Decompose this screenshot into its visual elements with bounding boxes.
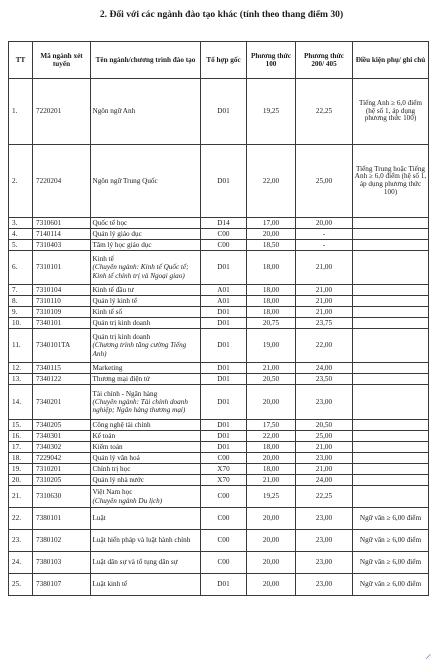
program-code: 7310205 xyxy=(33,475,91,486)
table-row xyxy=(9,385,429,420)
score-method-200: 24,00 xyxy=(296,363,353,374)
program-name xyxy=(91,464,201,475)
extra-condition xyxy=(353,329,429,363)
program-code: 7340201 xyxy=(33,385,91,420)
score-method-200: 23,00 xyxy=(296,574,353,596)
program-code: 7310601 xyxy=(33,218,91,229)
program-name xyxy=(91,374,201,385)
table-row xyxy=(9,329,429,363)
program-name-main: Kinh tế số xyxy=(92,307,123,316)
program-code: 7340205 xyxy=(33,420,91,431)
extra-condition: Ngữ văn ≥ 6,00 điểm xyxy=(353,552,429,574)
header-method-200: Phương thức 200/ 405 xyxy=(296,42,353,79)
program-name xyxy=(91,475,201,486)
score-method-100: 20,00 xyxy=(247,453,296,464)
table-row xyxy=(9,363,429,374)
table-row xyxy=(9,574,429,596)
extra-condition: Ngữ văn ≥ 6,00 điểm xyxy=(353,530,429,552)
subject-combination: D01 xyxy=(201,574,247,596)
program-name-main: Tâm lý học giáo dục xyxy=(92,240,152,249)
row-number: 7. xyxy=(9,285,33,296)
program-code: 7380101 xyxy=(33,508,91,530)
program-code: 7340122 xyxy=(33,374,91,385)
program-name xyxy=(91,530,201,552)
program-name xyxy=(91,363,201,374)
score-method-100: 20,00 xyxy=(247,552,296,574)
score-method-100: 22,00 xyxy=(247,145,296,218)
program-specialization: (Chuyên ngành: Kinh tế Quốc tế; Kinh tế chính trị và Ngoại giao) xyxy=(92,263,189,280)
subject-combination: C00 xyxy=(201,552,247,574)
table-header-row xyxy=(9,42,429,79)
header-note: Điều kiện phụ/ ghi chú xyxy=(353,42,429,79)
score-method-100: 18,00 xyxy=(247,251,296,285)
subject-combination: D01 xyxy=(201,442,247,453)
program-name-main: Quản lý văn hoá xyxy=(92,453,140,462)
program-name xyxy=(91,251,201,285)
program-code: 7140114 xyxy=(33,229,91,240)
score-method-100: 17,50 xyxy=(247,420,296,431)
extra-condition xyxy=(353,307,429,318)
score-method-200: 22,00 xyxy=(296,329,353,363)
extra-condition xyxy=(353,475,429,486)
extra-condition: Tiếng Anh ≥ 6,0 điểm (hệ số 1, áp dụng phương thức 100) xyxy=(353,79,429,145)
program-name xyxy=(91,296,201,307)
row-number: 12. xyxy=(9,363,33,374)
program-name xyxy=(91,218,201,229)
table-row xyxy=(9,442,429,453)
score-method-100: 18,00 xyxy=(247,307,296,318)
program-name-main: Tài chính - Ngân hàng xyxy=(92,389,158,398)
table-row xyxy=(9,464,429,475)
table-row xyxy=(9,552,429,574)
program-code: 7340101TA xyxy=(33,329,91,363)
table-body xyxy=(9,79,429,596)
extra-condition xyxy=(353,363,429,374)
extra-condition xyxy=(353,218,429,229)
score-method-100: 20,00 xyxy=(247,530,296,552)
program-specialization: (Chương trình tăng cường Tiếng Anh) xyxy=(92,341,187,358)
program-name-main: Kinh tế đầu tư xyxy=(92,285,134,294)
score-method-200: 25,00 xyxy=(296,431,353,442)
subject-combination: D01 xyxy=(201,145,247,218)
program-name xyxy=(91,229,201,240)
score-method-200: 20,00 xyxy=(296,218,353,229)
program-name-main: Luật dân sự và tố tụng dân sự xyxy=(92,558,178,567)
row-number: 1. xyxy=(9,79,33,145)
subject-combination: C00 xyxy=(201,486,247,508)
extra-condition xyxy=(353,374,429,385)
table-row xyxy=(9,285,429,296)
score-method-100: 20,00 xyxy=(247,508,296,530)
table-row xyxy=(9,530,429,552)
table-row xyxy=(9,240,429,251)
score-method-200: 22,25 xyxy=(296,486,353,508)
program-name xyxy=(91,420,201,431)
header-name: Tên ngành/chương trình đào tạo xyxy=(91,42,201,79)
extra-condition xyxy=(353,453,429,464)
score-method-100: 20,50 xyxy=(247,374,296,385)
subject-combination: D01 xyxy=(201,431,247,442)
program-name-main: Quản trị kinh doanh xyxy=(92,318,151,327)
row-number: 24. xyxy=(9,552,33,574)
program-name xyxy=(91,240,201,251)
score-method-200: 21,00 xyxy=(296,285,353,296)
table-row xyxy=(9,508,429,530)
subject-combination: D01 xyxy=(201,79,247,145)
score-method-100: 19,00 xyxy=(247,329,296,363)
extra-condition xyxy=(353,240,429,251)
table-row xyxy=(9,145,429,218)
row-number: 2. xyxy=(9,145,33,218)
extra-condition: Ngữ văn ≥ 6,00 điểm xyxy=(353,574,429,596)
table-row xyxy=(9,307,429,318)
extra-condition xyxy=(353,318,429,329)
row-number: 10. xyxy=(9,318,33,329)
subject-combination: D01 xyxy=(201,385,247,420)
program-code: 7380103 xyxy=(33,552,91,574)
subject-combination: X70 xyxy=(201,464,247,475)
program-code: 7310101 xyxy=(33,251,91,285)
program-name-main: Ngôn ngữ Trung Quốc xyxy=(92,176,158,185)
program-name xyxy=(91,442,201,453)
score-method-100: 20,00 xyxy=(247,574,296,596)
program-code: 7340302 xyxy=(33,442,91,453)
table-row xyxy=(9,251,429,285)
program-code: 7340101 xyxy=(33,318,91,329)
program-name-main: Luật xyxy=(92,514,106,523)
row-number: 16. xyxy=(9,431,33,442)
score-method-200: 21,00 xyxy=(296,464,353,475)
table-row xyxy=(9,79,429,145)
extra-condition xyxy=(353,385,429,420)
score-method-200: 21,00 xyxy=(296,296,353,307)
program-code: 7340115 xyxy=(33,363,91,374)
table-row xyxy=(9,453,429,464)
table-row xyxy=(9,431,429,442)
score-method-100: 20,00 xyxy=(247,229,296,240)
row-number: 14. xyxy=(9,385,33,420)
subject-combination: C00 xyxy=(201,240,247,251)
table-row xyxy=(9,296,429,307)
table-row xyxy=(9,318,429,329)
program-code: 7340301 xyxy=(33,431,91,442)
score-method-200: 21,00 xyxy=(296,251,353,285)
row-number: 3. xyxy=(9,218,33,229)
program-name xyxy=(91,318,201,329)
extra-condition xyxy=(353,251,429,285)
program-name-main: Kiểm toán xyxy=(92,442,123,451)
program-name xyxy=(91,574,201,596)
extra-condition xyxy=(353,285,429,296)
program-name-main: Quốc tế học xyxy=(92,218,128,227)
subject-combination: C00 xyxy=(201,508,247,530)
score-method-200: 21,00 xyxy=(296,442,353,453)
subject-combination: D01 xyxy=(201,363,247,374)
score-method-100: 18,50 xyxy=(247,240,296,251)
subject-combination: C00 xyxy=(201,229,247,240)
row-number: 20. xyxy=(9,475,33,486)
score-method-200: 21,00 xyxy=(296,307,353,318)
program-code: 7229042 xyxy=(33,453,91,464)
program-name-main: Quản lý kinh tế xyxy=(92,296,138,305)
header-combo: Tổ hợp gốc xyxy=(201,42,247,79)
subject-combination: D01 xyxy=(201,420,247,431)
program-name-main: Công nghệ tài chính xyxy=(92,420,151,429)
subject-combination: A01 xyxy=(201,296,247,307)
extra-condition xyxy=(353,464,429,475)
program-specialization: (Chuyên ngành Du lịch) xyxy=(92,496,163,505)
program-code: 7310109 xyxy=(33,307,91,318)
subject-combination: C00 xyxy=(201,530,247,552)
program-code: 7380107 xyxy=(33,574,91,596)
program-code: 7310403 xyxy=(33,240,91,251)
program-name xyxy=(91,385,201,420)
program-name-main: Quản trị kinh doanh xyxy=(92,333,151,342)
page-title: 2. Đối với các ngành đào tạo khác (tính theo thang điểm 30) xyxy=(99,9,344,20)
row-number: 19. xyxy=(9,464,33,475)
program-name xyxy=(91,486,201,508)
program-name xyxy=(91,307,201,318)
subject-combination: D01 xyxy=(201,251,247,285)
program-name xyxy=(91,145,201,218)
subject-combination: D01 xyxy=(201,307,247,318)
score-method-200: 23,00 xyxy=(296,385,353,420)
header-tt: TT xyxy=(9,42,33,79)
subject-combination: D01 xyxy=(201,329,247,363)
program-code: 7310201 xyxy=(33,464,91,475)
extra-condition xyxy=(353,229,429,240)
program-specialization: (Chuyên ngành: Tài chính doanh nghiệp; Ngân hàng thương mại) xyxy=(92,397,188,415)
score-method-200: 23,00 xyxy=(296,508,353,530)
program-code: 7310104 xyxy=(33,285,91,296)
row-number: 21. xyxy=(9,486,33,508)
program-code: 7310110 xyxy=(33,296,91,307)
row-number: 25. xyxy=(9,574,33,596)
score-method-200: - xyxy=(296,229,353,240)
score-method-100: 18,00 xyxy=(247,285,296,296)
score-method-100: 19,25 xyxy=(247,486,296,508)
row-number: 8. xyxy=(9,296,33,307)
score-method-200: 22,25 xyxy=(296,79,353,145)
table-row xyxy=(9,218,429,229)
score-method-100: 18,00 xyxy=(247,442,296,453)
row-number: 9. xyxy=(9,307,33,318)
program-name-main: Luật hiến pháp và luật hành chính xyxy=(92,536,191,545)
score-method-100: 18,00 xyxy=(247,296,296,307)
program-name-main: Kinh tế xyxy=(92,255,114,264)
row-number: 13. xyxy=(9,374,33,385)
program-name-main: Kế toán xyxy=(92,431,116,440)
program-name xyxy=(91,431,201,442)
row-number: 6. xyxy=(9,251,33,285)
subject-combination: A01 xyxy=(201,285,247,296)
program-name-main: Chính trị học xyxy=(92,464,131,473)
subject-combination: C00 xyxy=(201,453,247,464)
header-method-100: Phương thức 100 xyxy=(247,42,296,79)
score-method-200: 23,50 xyxy=(296,374,353,385)
program-name-main: Ngôn ngữ Anh xyxy=(92,107,136,116)
header-code: Mã ngành xét tuyển xyxy=(33,42,91,79)
subject-combination: D01 xyxy=(201,374,247,385)
row-number: 5. xyxy=(9,240,33,251)
extra-condition: Ngữ văn ≥ 6,00 điểm xyxy=(353,508,429,530)
score-method-100: 19,25 xyxy=(247,79,296,145)
program-name-main: Marketing xyxy=(92,363,123,372)
program-name xyxy=(91,79,201,145)
table-row xyxy=(9,475,429,486)
table-row xyxy=(9,374,429,385)
score-method-200: 23,00 xyxy=(296,530,353,552)
subject-combination: X70 xyxy=(201,475,247,486)
row-number: 18. xyxy=(9,453,33,464)
extra-condition xyxy=(353,431,429,442)
row-number: 23. xyxy=(9,530,33,552)
score-method-100: 21,00 xyxy=(247,363,296,374)
table-row xyxy=(9,229,429,240)
score-method-200: 25,00 xyxy=(296,145,353,218)
score-method-100: 20,00 xyxy=(247,385,296,420)
program-name xyxy=(91,508,201,530)
row-number: 22. xyxy=(9,508,33,530)
program-code: 7380102 xyxy=(33,530,91,552)
program-name-main: Thương mại điện tử xyxy=(92,374,150,383)
subject-combination: D01 xyxy=(201,318,247,329)
score-method-100: 21,00 xyxy=(247,475,296,486)
continuation-mark: ⸝ xyxy=(425,647,432,662)
score-method-200: 20,50 xyxy=(296,420,353,431)
subject-combination: D14 xyxy=(201,218,247,229)
score-method-100: 18,00 xyxy=(247,464,296,475)
program-name xyxy=(91,552,201,574)
extra-condition xyxy=(353,486,429,508)
program-name-main: Việt Nam học xyxy=(92,488,133,497)
program-name-main: Luật kinh tế xyxy=(92,580,128,589)
program-code: 7220201 xyxy=(33,79,91,145)
score-method-100: 22,00 xyxy=(247,431,296,442)
score-method-200: - xyxy=(296,240,353,251)
row-number: 11. xyxy=(9,329,33,363)
score-method-200: 23,00 xyxy=(296,552,353,574)
score-method-100: 17,00 xyxy=(247,218,296,229)
program-code: 7220204 xyxy=(33,145,91,218)
program-name-main: Quản lý nhà nước xyxy=(92,475,144,484)
extra-condition: Tiếng Trung hoặc Tiếng Anh ≥ 6,0 điểm (hệ số 1, áp dụng phương thức 100) xyxy=(353,145,429,218)
table-row xyxy=(9,420,429,431)
score-method-100: 20,75 xyxy=(247,318,296,329)
table-row xyxy=(9,486,429,508)
program-name xyxy=(91,285,201,296)
admission-score-table xyxy=(8,41,429,596)
score-method-200: 24,00 xyxy=(296,475,353,486)
row-number: 15. xyxy=(9,420,33,431)
row-number: 4. xyxy=(9,229,33,240)
score-method-200: 23,00 xyxy=(296,453,353,464)
row-number: 17. xyxy=(9,442,33,453)
extra-condition xyxy=(353,442,429,453)
program-code: 7310630 xyxy=(33,486,91,508)
program-name xyxy=(91,329,201,363)
score-method-200: 23,75 xyxy=(296,318,353,329)
extra-condition xyxy=(353,296,429,307)
extra-condition xyxy=(353,420,429,431)
program-name xyxy=(91,453,201,464)
program-name-main: Quản lý giáo dục xyxy=(92,229,142,238)
